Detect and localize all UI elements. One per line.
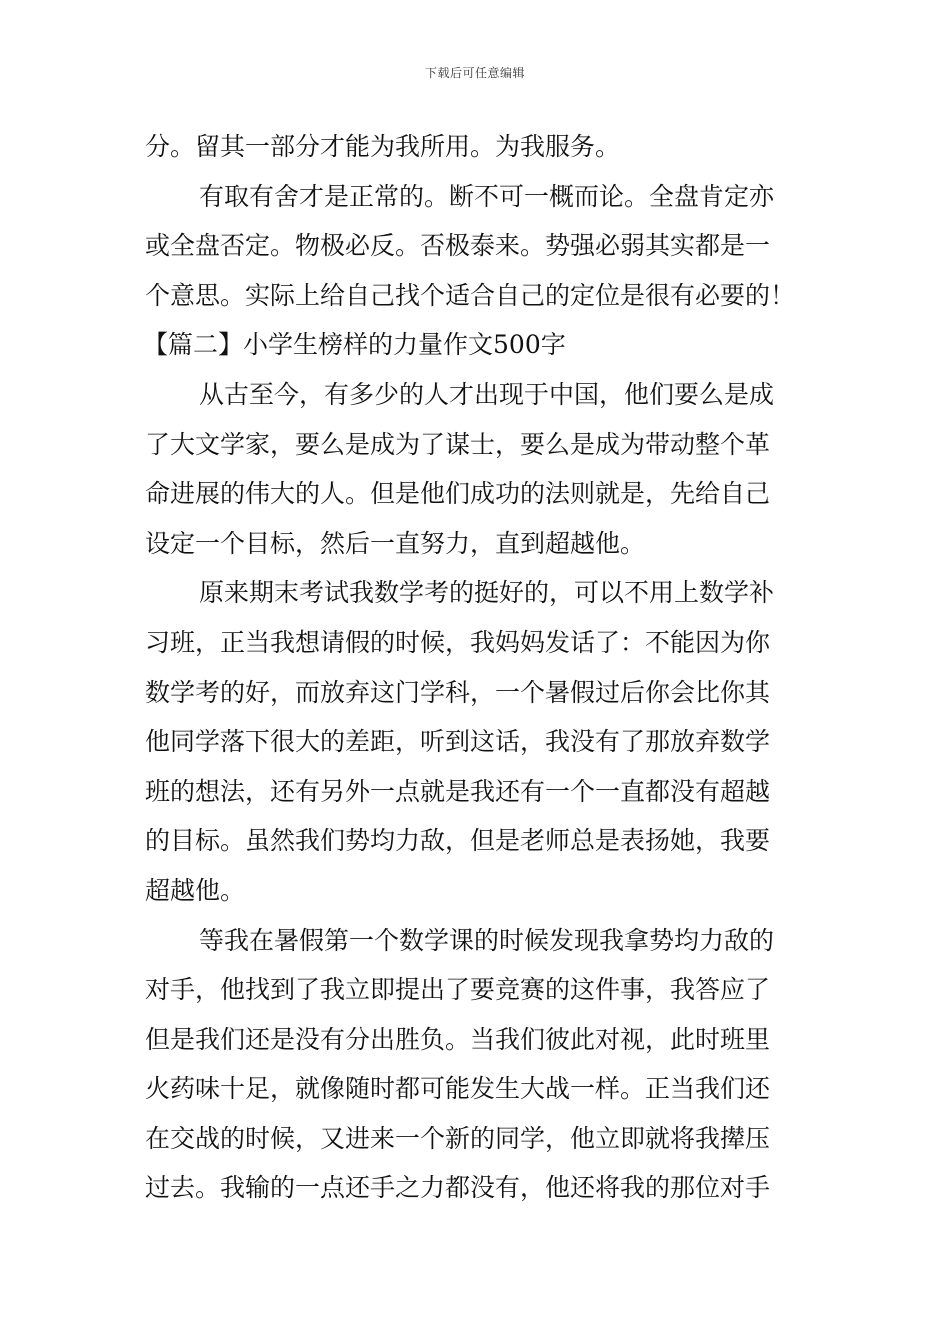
paragraph-first-line: 有取有舍才是正常的。断不可一概而论。全盘肯定亦 [199,181,775,211]
text-line: 了大文学家，要么是成为了谋士，要么是成为带动整个革 [145,429,771,459]
text-line: 分。留其一部分才能为我所用。为我服务。 [145,132,621,161]
text-line: 的目标。虽然我们势均力敌，但是老师总是表扬她，我要 [145,826,771,856]
text-line: 个意思。实际上给自己找个适合自己的定位是很有必要的！ [145,280,796,310]
text-line: 设定一个目标，然后一直努力，直到超越他。 [145,528,646,558]
text-line: 对手，他找到了我立即提出了要竞赛的这件事，我答应了 [145,975,771,1005]
text-line: 班的想法，还有另外一点就是我还有一个一直都没有超越 [145,776,771,806]
text-line: 习班，正当我想请假的时候，我妈妈发话了：不能因为你 [145,627,771,657]
paragraph-first-line: 从古至今，有多少的人才出现于中国，他们要么是成 [199,379,775,409]
text-line: 他同学落下很大的差距，听到这话，我没有了那放弃数学 [145,727,771,757]
text-line: 火药味十足，就像随时都可能发生大战一样。正当我们还 [145,1074,771,1104]
text-line: 过去。我输的一点还手之力都没有，他还将我的那位对手 [145,1173,771,1203]
section-heading: 【篇二】小学生榜样的力量作文500字 [143,330,566,360]
text-line: 数学考的好，而放弃这门学科，一个暑假过后你会比你其 [145,677,771,707]
text-line: 在交战的时候，又进来一个新的同学，他立即就将我撵压 [145,1123,771,1153]
document-body [145,122,810,1213]
text-line: 命进展的伟大的人。但是他们成功的法则就是，先给自己 [145,479,771,509]
text-line: 超越他。 [145,875,246,905]
paragraph-first-line: 原来期末考试我数学考的挺好的，可以不用上数学补 [199,578,775,608]
paragraph-first-line: 等我在暑假第一个数学课的时候发现我拿势均力敌的 [199,925,775,955]
page-header: 下载后可任意编辑 [424,66,525,80]
text-line: 但是我们还是没有分出胜负。当我们彼此对视，此时班里 [145,1024,771,1054]
text-line: 或全盘否定。物极必反。否极泰来。势强必弱其实都是一 [145,231,771,261]
